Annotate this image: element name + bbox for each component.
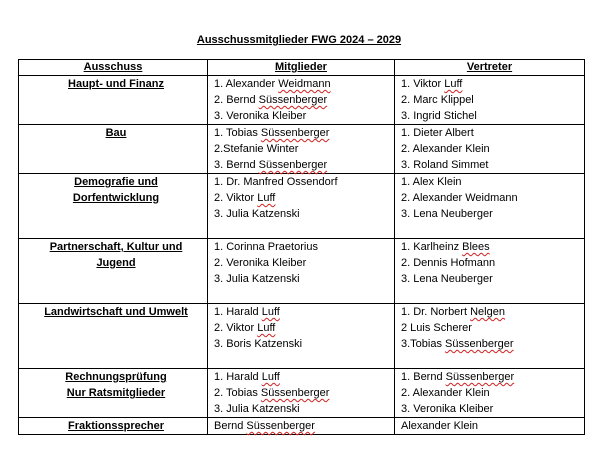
member-entry: 1. Harald Luff [214,371,280,383]
spellcheck-mark: Süssenberger [445,371,515,383]
spellcheck-mark: Süssenberger [445,338,514,350]
deputies-cell [395,304,585,369]
member-entry: 2. Viktor Luff [214,322,276,334]
member-entry: 2.Stefanie Winter [214,143,299,155]
member-entry: 1. Corinna Praetorius [214,241,318,253]
blank-line [214,222,394,238]
deputy-entry: 2. Alexander Weidmann [401,192,518,204]
deputies-cell [395,239,585,304]
member-entry: 3. Veronika Kleiber [214,110,307,122]
deputy-entry: 3.Tobias Süssenberger [401,338,514,350]
committee-name: Fraktionssprecher [68,420,164,432]
spellcheck-mark: Blees [462,241,490,253]
committee-cell [19,304,208,369]
deputy-entry: 3. Lena Neuberger [401,208,493,220]
blank-line [214,287,394,303]
spellcheck-mark: Nelgen [470,306,505,318]
spellcheck-mark: Süssenberger [246,420,315,432]
committee-name: Bau [105,127,127,139]
table-row [19,125,585,174]
member-entry: 1. Alexander Weidmann [214,78,331,90]
member-entry: 2. Veronika Kleiber [214,257,307,269]
committee-cell [19,174,208,239]
member-entry: 1. Dr. Manfred Ossendorf [214,176,338,188]
members-cell [208,369,395,418]
committee-cell [19,369,208,418]
member-entry: 3. Julia Katzenski [214,208,300,220]
deputies-cell [395,76,585,125]
committee-name: Jugend [96,257,136,269]
member-entry: 2. Tobias Süssenberger [214,387,330,399]
spellcheck-mark: Süssenberger [260,387,330,399]
deputy-entry: 3. Ingrid Stichel [401,110,477,122]
deputies-cell [395,369,585,418]
committee-name: Nur Ratsmitglieder [66,387,166,399]
deputy-entry: 3. Lena Neuberger [401,273,493,285]
spellcheck-mark: Luff [261,371,280,383]
member-entry: 3. Julia Katzenski [214,273,300,285]
deputy-entry: 3. Roland Simmet [401,159,489,171]
members-cell [208,125,395,174]
table-header-row [19,60,585,76]
deputy-entry: 2. Alexander Klein [401,387,490,399]
table-row [19,418,585,435]
members-cell [208,76,395,125]
table-row [19,304,585,369]
member-entry: 1. Tobias Süssenberger [214,127,330,139]
spellcheck-mark: Luff [257,322,276,334]
deputy-entry: 1. Bernd Süssenberger [401,371,515,383]
deputy-entry: 2. Alexander Klein [401,143,490,155]
table-row [19,369,585,418]
deputy-entry: 3. Veronika Kleiber [401,403,494,415]
member-entry: 3. Boris Katzenski [214,338,303,350]
header-ausschuss: Ausschuss [19,60,208,76]
deputy-entry: 2. Dennis Hofmann [401,257,496,269]
deputy-entry: Alexander Klein [401,420,479,432]
member-entry: 3. Julia Katzenski [214,403,300,415]
deputies-cell [395,125,585,174]
committee-cell [19,239,208,304]
blank-line [214,352,394,368]
committee-name: Rechnungsprüfung [65,371,167,383]
spellcheck-mark: Süssenberger [260,127,330,139]
member-entry: 1. Harald Luff [214,306,280,318]
deputy-entry: 2 Luis Scherer [401,322,472,334]
deputy-entry: 1. Viktor Luff [401,78,463,90]
deputy-entry: 2. Marc Klippel [401,94,474,106]
member-entry: Bernd Süssenberger [214,420,315,432]
deputy-entry: 1. Dieter Albert [401,127,474,139]
member-entry: 3. Bernd Süssenberger [214,159,328,171]
spellcheck-mark: Süssenberger [258,159,328,171]
committee-name: Dorfentwicklung [72,192,160,204]
member-entry: 2. Bernd Süssenberger [214,94,328,106]
table-row [19,76,585,125]
members-cell [208,174,395,239]
deputies-cell [395,174,585,239]
committee-cell [19,76,208,125]
spellcheck-mark: Weidmann [278,78,331,90]
committee-cell [19,125,208,174]
deputy-entry: 1. Karlheinz Blees [401,241,490,253]
members-cell [208,304,395,369]
spellcheck-mark: Luff [257,192,276,204]
committee-name: Demografie und [74,176,158,188]
deputies-cell [395,418,585,435]
header-mitglieder: Mitglieder [208,60,395,76]
spellcheck-mark: Süssenberger [258,94,328,106]
committee-table [18,59,585,435]
committee-name: Partnerschaft, Kultur und [49,241,183,253]
deputy-entry: 1. Dr. Norbert Nelgen [401,306,505,318]
member-entry: 2. Viktor Luff [214,192,276,204]
committee-name: Haupt- und Finanz [68,78,164,90]
members-cell [208,239,395,304]
members-cell [208,418,395,435]
committee-name: Landwirtschaft und Umwelt [44,306,188,318]
table-row [19,174,585,239]
table-row [19,239,585,304]
deputy-entry: 1. Alex Klein [401,176,462,188]
header-vertreter: Vertreter [395,60,585,76]
spellcheck-mark: Luff [444,78,463,90]
committee-cell [19,418,208,435]
document-title: Ausschussmitglieder FWG 2024 – 2029 [196,34,402,46]
spellcheck-mark: Luff [261,306,280,318]
